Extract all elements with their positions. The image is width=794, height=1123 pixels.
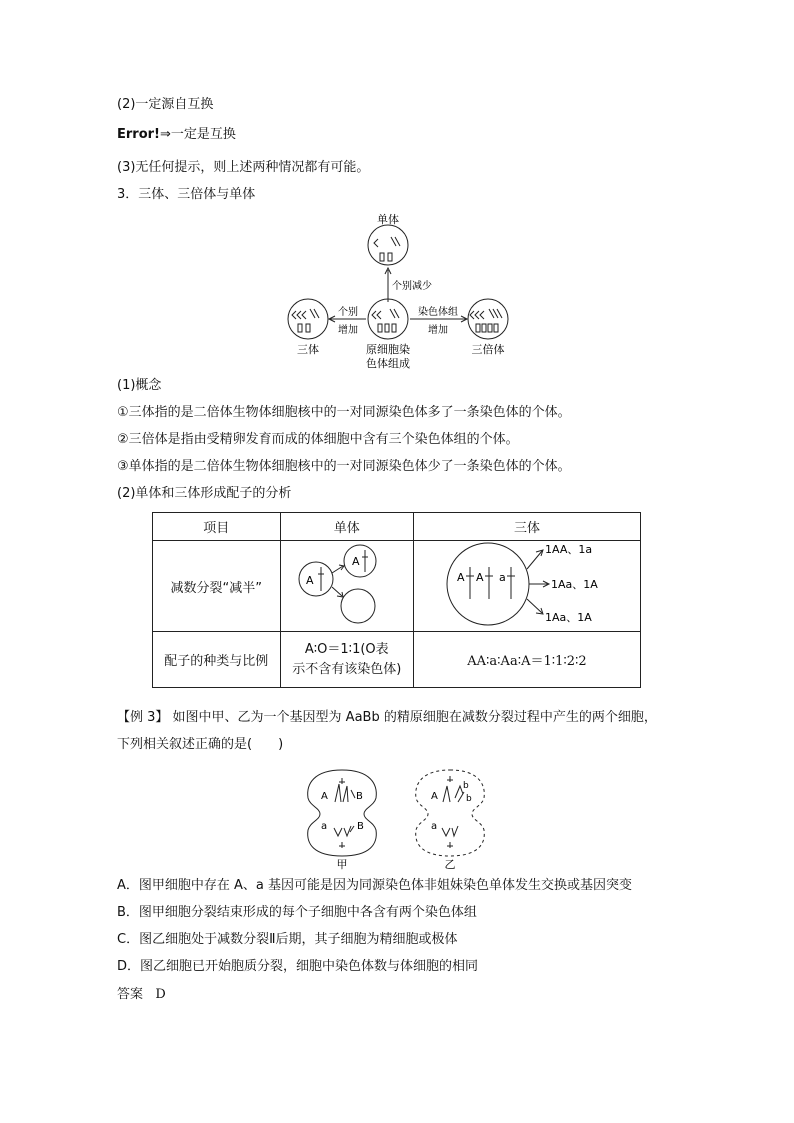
gamete-heading: (2)单体和三体形成配子的分析	[117, 486, 292, 501]
concept-item-2: ②三倍体是指由受精卵发育而成的体细胞中含有三个染色体组的个体。	[117, 432, 519, 447]
jia-B-top: B	[356, 791, 363, 802]
concept-item-1: ①三体指的是二倍体生物体细胞核中的一对同源染色体多了一条染色体的个体。	[117, 405, 571, 420]
error-rest: ⇒一定是互换	[159, 127, 236, 142]
trisomy-meiosis-figure	[414, 541, 641, 632]
trisomy-label: 三体	[297, 343, 319, 356]
monosomy-meiosis-svg	[292, 541, 402, 627]
option-D: D．图乙细胞已开始胞质分裂，细胞中染色体数与体细胞的相同	[117, 959, 479, 974]
jia-A: A	[321, 791, 328, 802]
header-monosomy: 单体	[280, 513, 413, 541]
trisomy-gamete-ratio: AA∶a∶Aa∶A＝1∶1∶2∶2	[414, 632, 641, 688]
example-question-1: 如图中甲、乙为一个基因型为 AaBb 的精原细胞在减数分裂过程中产生的两个细胞，	[168, 710, 657, 725]
cell-figures	[300, 762, 500, 872]
header-item: 项目	[153, 513, 281, 541]
individual-label: 个别	[338, 307, 358, 318]
original-cell	[368, 299, 408, 339]
yi-b-top: b	[463, 781, 469, 791]
increase-label-right: 增加	[428, 325, 448, 336]
answer-value: D	[155, 987, 166, 1002]
tri-A-2: A	[476, 571, 484, 584]
yi-A: A	[431, 791, 438, 802]
option-B: B．图甲细胞分裂结束形成的每个子细胞中各含有两个染色体组	[117, 905, 477, 920]
tri-output-3: 1Aa、1A	[545, 611, 592, 624]
example-question-2: 下列相关叙述正确的是( )	[117, 737, 284, 752]
decrease-label: 个别减少	[392, 281, 432, 292]
line-p3: (3)无任何提示，则上述两种情况都有可能。	[117, 160, 370, 175]
tri-output-1: 1AA、1a	[545, 543, 593, 556]
yi-a: a	[431, 821, 438, 832]
section-3-title: 3．三体、三倍体与单体	[117, 187, 256, 202]
trisomy-meiosis-svg	[414, 541, 640, 627]
ploidy-diagram	[280, 208, 520, 374]
answer-label: 答案	[117, 987, 144, 1002]
row-gamete-label: 配子的种类与比例	[153, 632, 281, 688]
line-error	[117, 126, 236, 144]
fig-label-jia: 甲	[336, 858, 348, 871]
option-C: C．图乙细胞处于减数分裂Ⅱ后期，其子细胞为精细胞或极体	[117, 932, 458, 947]
fig-label-yi: 乙	[444, 858, 456, 871]
jia-a: a	[321, 821, 328, 832]
header-trisomy: 三体	[414, 513, 641, 541]
example-tag: 【例 3】	[117, 710, 169, 725]
option-A: A．图甲细胞中存在 A、a 基因可能是因为同源染色体非姐妹染色单体发生交换或基因突变	[117, 878, 633, 893]
original-label-1: 原细胞染	[366, 343, 410, 356]
gamete-table	[152, 512, 641, 688]
jia-B-bottom: B	[357, 821, 364, 832]
monosomy-meiosis-figure	[280, 541, 413, 632]
monosomy-gamete-ratio	[280, 632, 413, 688]
triploid-label: 三倍体	[471, 343, 505, 356]
tri-A-1: A	[457, 571, 465, 584]
yi-b-side: b	[466, 794, 472, 804]
mono-ratio-line-2: 示不含有该染色体)	[292, 661, 402, 677]
mono-A-top: A	[351, 555, 360, 568]
monosomy-label: 单体	[377, 213, 399, 226]
row-meiosis-label: 减数分裂“减半”	[153, 541, 281, 632]
mono-ratio-line-1: A∶O＝1∶1(O表	[304, 641, 389, 657]
concept-item-3: ③单体指的是二倍体生物体细胞核中的一对同源染色体少了一条染色体的个体。	[117, 459, 571, 474]
example-line-1	[117, 709, 657, 727]
line-p2: (2)一定源自互换	[117, 97, 214, 112]
tri-a: a	[499, 571, 506, 584]
tri-output-2: 1Aa、1A	[551, 578, 598, 591]
concept-heading: (1)概念	[117, 378, 162, 393]
answer-line	[117, 986, 166, 1004]
error-word: Error!	[117, 127, 160, 142]
original-label-2: 色体组成	[366, 357, 410, 370]
trisomy-cell	[288, 299, 328, 339]
set-label: 染色体组	[418, 307, 458, 318]
increase-label-left: 增加	[338, 325, 358, 336]
mono-A-left: A	[305, 574, 314, 587]
